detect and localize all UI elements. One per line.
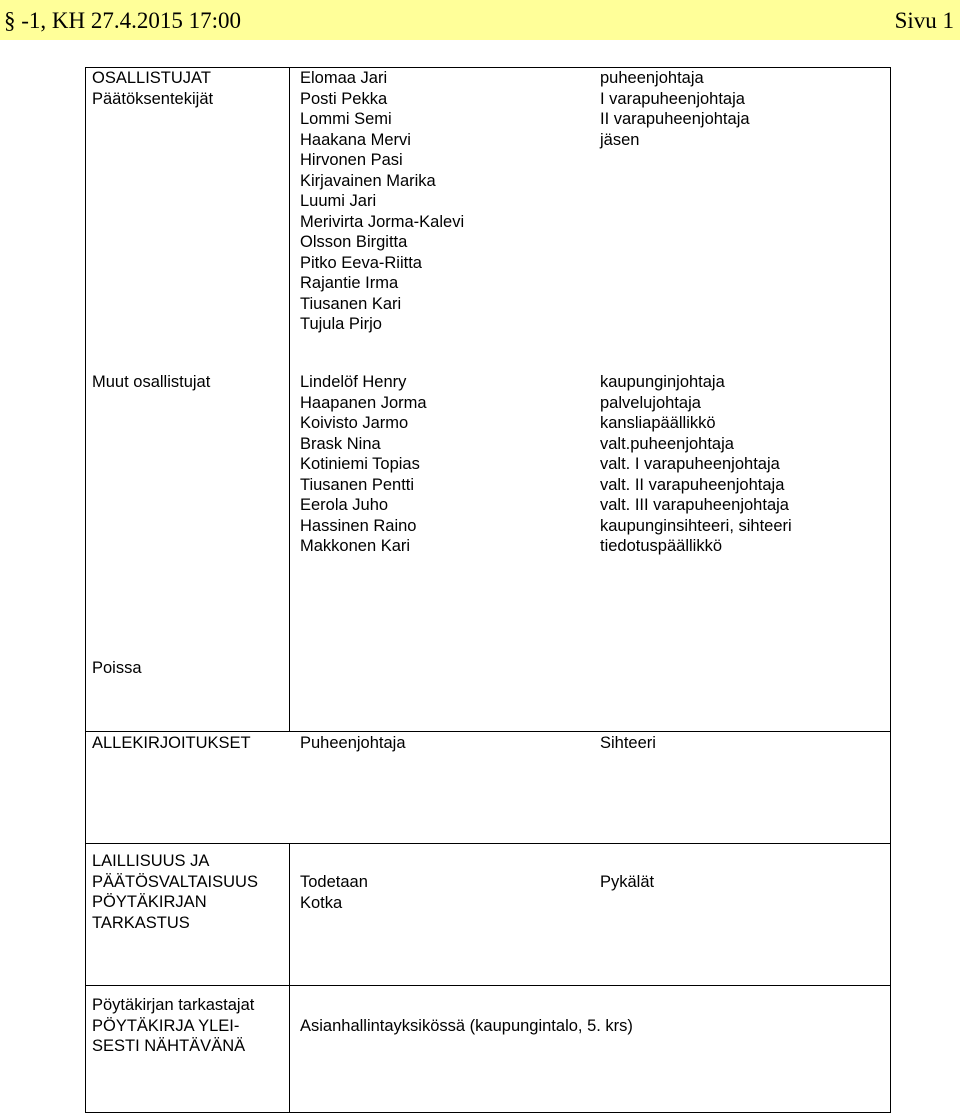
page-header [0,0,960,40]
participants-label [92,68,213,109]
legality-sections [600,872,654,893]
signature-chair [300,733,406,754]
public-display-location [300,1016,633,1037]
legality-label-line: PÄÄTÖSVALTAISUUS [92,872,258,891]
signature-secretary [600,733,656,754]
inspectors-label-line: SESTI NÄHTÄVÄNÄ [92,1037,246,1055]
other-role: tiedotuspäällikkö [600,537,722,555]
legality-label [92,851,258,933]
signature-chair-label: Puheenjohtaja [300,734,406,752]
other-role: palvelujohtaja [600,393,701,412]
others-names [300,372,427,557]
row-divider [85,843,891,844]
legality-place: Kotka [300,893,343,912]
inspectors-label-line: Pöytäkirjan tarkastajat [92,996,255,1014]
other-name: Koivisto Jarmo [300,414,409,432]
participant-name: Pitko Eeva-Riitta [300,253,422,272]
other-role: valt.puheenjohtaja [600,434,734,453]
public-display-value: Asianhallintayksikössä (kaupungintalo, 5. krs) [300,1017,633,1035]
other-name: Hassinen Raino [300,516,417,535]
signatures-label [92,733,251,754]
minutes-table [85,67,891,1113]
other-role: valt. III varapuheenjohtaja [600,496,789,514]
participant-role: puheenjohtaja [600,69,704,87]
participant-name: Hirvonen Pasi [300,151,403,169]
other-name: Haapanen Jorma [300,393,427,412]
column-divider [289,843,290,1113]
participant-name: Tujula Pirjo [300,315,382,333]
other-name: Tiusanen Pentti [300,475,415,494]
participant-name: Olsson Birgitta [300,233,408,251]
participant-name: Luumi Jari [300,192,377,210]
signatures-label-line: ALLEKIRJOITUKSET [92,734,251,752]
row-divider [85,985,891,986]
absent-label-line: Poissa [92,659,142,677]
legality-label-line: TARKASTUS [92,913,190,932]
legality-label-line: LAILLISUUS JA [92,852,210,870]
legality-values [300,872,368,913]
participant-name: Merivirta Jorma-Kalevi [300,212,465,231]
participant-role: jäsen [600,130,640,149]
other-role: valt. I varapuheenjohtaja [600,455,780,473]
participants-names [300,68,464,335]
column-divider [289,67,290,731]
other-role: kaupunginsihteeri, sihteeri [600,516,792,535]
signature-secretary-label: Sihteeri [600,734,656,752]
other-role: kaupunginjohtaja [600,373,725,391]
absent-label [92,658,142,679]
participants-label-line: Päätöksentekijät [92,89,214,108]
others-roles [600,372,792,557]
inspectors-label [92,995,254,1057]
others-label-line: Muut osallistujat [92,373,211,391]
legality-sections-label: Pykälät [600,873,655,891]
other-name: Lindelöf Henry [300,373,407,391]
participant-name: Posti Pekka [300,89,388,108]
inspectors-label-line: PÖYTÄKIRJA YLEI- [92,1016,240,1035]
row-divider [85,731,891,732]
participant-name: Elomaa Jari [300,69,388,87]
header-meeting-ref: § -1, KH 27.4.2015 17:00 [4,8,242,33]
participants-label-line: OSALLISTUJAT [92,69,211,87]
legality-label-line: PÖYTÄKIRJAN [92,893,207,911]
participant-name: Tiusanen Kari [300,294,402,313]
participant-name: Lommi Semi [300,110,392,128]
other-name: Eerola Juho [300,496,389,514]
header-page-number: Sivu 1 [894,8,954,33]
participant-role: I varapuheenjohtaja [600,89,745,108]
others-label [92,372,210,393]
participant-name: Rajantie Irma [300,274,399,292]
participant-name: Haakana Mervi [300,130,411,149]
other-name: Brask Nina [300,434,381,453]
other-name: Kotiniemi Topias [300,455,420,473]
legality-value: Todetaan [300,873,368,891]
other-role: valt. II varapuheenjohtaja [600,475,785,494]
other-name: Makkonen Kari [300,537,411,555]
participants-roles [600,68,750,150]
other-role: kansliapäällikkö [600,414,716,432]
participant-role: II varapuheenjohtaja [600,110,750,128]
participant-name: Kirjavainen Marika [300,171,436,190]
